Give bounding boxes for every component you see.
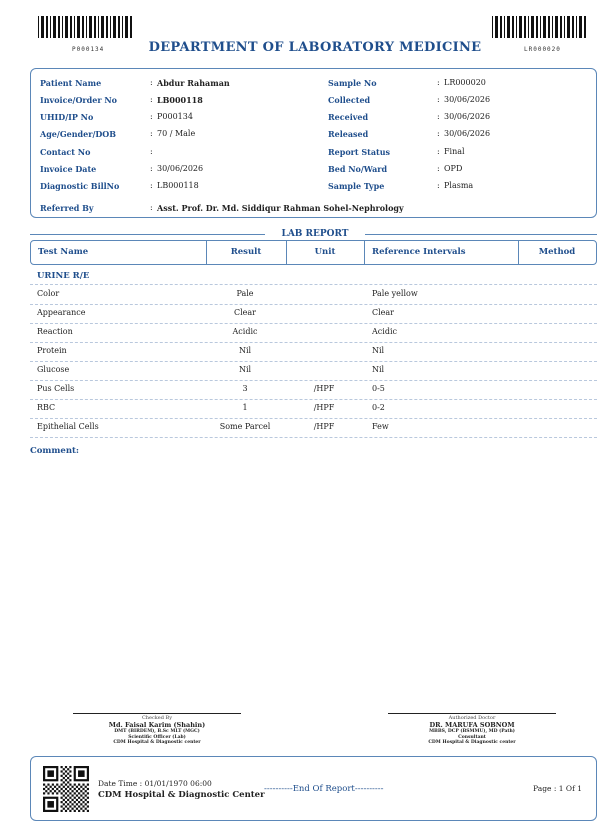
page-number: Page : 1 Of 1: [533, 784, 582, 793]
qr-module: [71, 790, 73, 792]
test-result: Pale: [236, 289, 254, 298]
qr-module: [63, 777, 65, 779]
test-reference: Acidic: [372, 327, 397, 336]
qr-module: [54, 790, 56, 792]
qr-module: [67, 768, 69, 770]
qr-module: [74, 797, 76, 799]
qr-module: [82, 792, 84, 794]
qr-module: [71, 794, 73, 796]
qr-module: [74, 784, 76, 786]
qr-module: [69, 810, 71, 812]
test-unit: /HPF: [313, 403, 335, 412]
qr-module: [63, 781, 65, 783]
qr-module: [65, 784, 67, 786]
qr-module: [69, 784, 71, 786]
invoice-date-colon: :: [150, 164, 153, 173]
checked-by-caption: Checked By: [141, 715, 173, 721]
qr-module: [65, 779, 67, 781]
qr-module: [54, 786, 56, 788]
patient-barcode-text: P000134: [72, 46, 105, 53]
uhid-colon: :: [150, 112, 153, 121]
qr-code-icon: [43, 766, 89, 812]
checked-by-block: [73, 715, 241, 746]
qr-module: [52, 792, 54, 794]
qr-module: [71, 799, 73, 801]
table-row: [30, 304, 597, 324]
qr-module: [78, 797, 80, 799]
contact-label: Contact No: [40, 147, 91, 157]
qr-module: [78, 801, 80, 803]
age-gender-colon: :: [150, 129, 153, 138]
table-row: [30, 323, 597, 343]
invoice-no-value: LB000118: [157, 95, 203, 105]
referred-by-colon: :: [150, 203, 153, 212]
patient-name-colon: :: [150, 78, 153, 87]
qr-module: [63, 799, 65, 801]
qr-module: [82, 810, 84, 812]
qr-module: [63, 786, 65, 788]
uhid-value: P000134: [157, 112, 193, 121]
qr-module: [52, 784, 54, 786]
qr-module: [76, 790, 78, 792]
qr-module: [65, 770, 67, 772]
doctor-signature-line: [388, 713, 556, 714]
qr-module: [80, 808, 82, 810]
qr-module: [63, 768, 65, 770]
qr-module: [87, 784, 89, 786]
qr-module: [76, 794, 78, 796]
sample-no-value: LR000020: [444, 78, 486, 87]
qr-module: [71, 803, 73, 805]
qr-module: [85, 786, 87, 788]
sample-no-label: Sample No: [328, 78, 377, 88]
qr-module: [82, 797, 84, 799]
test-result: Clear: [233, 308, 256, 317]
sample-barcode-text: LR000020: [524, 46, 561, 53]
qr-module: [69, 770, 71, 772]
qr-module: [67, 794, 69, 796]
qr-module: [43, 788, 45, 790]
test-name: Glucose: [37, 365, 70, 374]
test-name: RBC: [37, 403, 56, 412]
invoice-date-label: Invoice Date: [40, 164, 97, 174]
checked-by-designation: Scientific Officer (Lab): [128, 734, 186, 740]
table-row: [30, 361, 597, 381]
test-section-title: URINE R/E: [37, 271, 90, 281]
sample-type-colon: :: [437, 181, 440, 190]
doctor-caption: Authorized Doctor: [448, 715, 496, 721]
page-title: DEPARTMENT OF LABORATORY MEDICINE: [148, 40, 482, 55]
qr-module: [67, 808, 69, 810]
qr-module: [76, 803, 78, 805]
qr-module: [67, 790, 69, 792]
qr-module: [85, 790, 87, 792]
qr-module: [61, 797, 63, 799]
qr-module: [61, 766, 63, 768]
qr-module: [85, 799, 87, 801]
qr-module: [50, 790, 52, 792]
qr-module: [74, 805, 76, 807]
table-row: [30, 285, 597, 305]
footer-organization: CDM Hospital & Diagnostic Center: [98, 790, 265, 800]
qr-module: [87, 805, 89, 807]
test-name: Color: [37, 289, 60, 298]
barcode-gap: [132, 16, 134, 38]
col-divider: [364, 241, 365, 264]
qr-module: [65, 801, 67, 803]
qr-module: [69, 801, 71, 803]
patient-name-value: Abdur Rahaman: [157, 78, 230, 88]
bed-ward-label: Bed No/Ward: [328, 164, 388, 174]
bill-no-value: LB000118: [157, 181, 199, 190]
patient-name-label: Patient Name: [40, 78, 102, 88]
qr-module: [82, 788, 84, 790]
test-unit: /HPF: [313, 422, 335, 431]
qr-module: [63, 790, 65, 792]
report-status-value: Final: [444, 147, 465, 156]
qr-module: [61, 784, 63, 786]
doctor-name: DR. MARUFA SOBNOM: [429, 721, 515, 729]
test-unit: /HPF: [313, 384, 335, 393]
qr-module: [78, 792, 80, 794]
test-name: Epithelial Cells: [37, 422, 99, 431]
qr-module: [56, 792, 58, 794]
qr-module: [87, 797, 89, 799]
qr-module: [82, 784, 84, 786]
bed-ward-value: OPD: [444, 164, 463, 173]
qr-module: [61, 788, 63, 790]
barcode-gap: [586, 16, 588, 38]
report-footer: [30, 756, 597, 821]
qr-module: [80, 786, 82, 788]
qr-module: [61, 801, 63, 803]
qr-module: [87, 788, 89, 790]
end-of-report: ----------End Of Report----------: [264, 784, 384, 794]
qr-module: [85, 794, 87, 796]
qr-module: [71, 808, 73, 810]
qr-module: [65, 810, 67, 812]
test-result: 3: [242, 384, 248, 393]
qr-module: [43, 792, 45, 794]
test-reference: Few: [372, 422, 389, 431]
qr-module: [82, 801, 84, 803]
qr-module: [80, 794, 82, 796]
qr-module: [56, 784, 58, 786]
qr-module: [74, 788, 76, 790]
qr-module: [65, 797, 67, 799]
qr-module: [69, 797, 71, 799]
qr-module: [69, 775, 71, 777]
col-unit: Unit: [314, 247, 336, 257]
test-name: Appearance: [37, 308, 86, 317]
qr-module: [67, 777, 69, 779]
qr-module: [61, 792, 63, 794]
sample-type-value: Plasma: [444, 181, 474, 190]
test-reference: Pale yellow: [372, 289, 418, 298]
test-reference: Clear: [372, 308, 395, 317]
test-reference: 0-2: [372, 403, 385, 412]
sample-type-label: Sample Type: [328, 181, 385, 191]
section-divider: [30, 266, 597, 285]
test-result: 1: [242, 403, 248, 412]
table-row: [30, 380, 597, 400]
qr-module: [76, 786, 78, 788]
collected-value: 30/06/2026: [444, 95, 491, 104]
qr-module: [80, 790, 82, 792]
test-result: Nil: [238, 346, 252, 355]
qr-module: [67, 773, 69, 775]
table-row: [30, 418, 597, 438]
qr-module: [58, 786, 60, 788]
uhid-label: UHID/IP No: [40, 112, 94, 122]
qr-module: [87, 801, 89, 803]
qr-module: [58, 790, 60, 792]
qr-module: [74, 801, 76, 803]
qr-module: [47, 792, 49, 794]
qr-module: [63, 808, 65, 810]
qr-module: [67, 786, 69, 788]
qr-module: [65, 788, 67, 790]
qr-module: [69, 766, 71, 768]
qr-module: [71, 786, 73, 788]
qr-module: [47, 801, 54, 808]
bill-no-label: Diagnostic BillNo: [40, 181, 120, 191]
qr-module: [45, 786, 47, 788]
qr-module: [65, 805, 67, 807]
footer-date-time: Date Time : 01/01/1970 06:00: [98, 779, 212, 788]
qr-module: [45, 790, 47, 792]
qr-module: [80, 799, 82, 801]
age-gender-label: Age/Gender/DOB: [40, 129, 117, 139]
qr-module: [65, 766, 67, 768]
qr-module: [87, 792, 89, 794]
invoice-date-value: 30/06/2026: [157, 164, 204, 173]
received-label: Received: [328, 112, 369, 122]
qr-module: [85, 808, 87, 810]
referred-by-value: Asst. Prof. Dr. Md. Siddiqur Rahman Sohel-Nephrology: [157, 203, 404, 213]
patient-barcode: [38, 16, 134, 38]
lab-report-title: LAB REPORT: [281, 229, 349, 239]
test-reference: 0-5: [372, 384, 385, 393]
table-row: [30, 399, 597, 419]
qr-module: [69, 779, 71, 781]
doctor-qualification: MBBS, DCP (BSMMU), MD (Path): [429, 729, 515, 734]
doctor-designation: Consultant: [458, 734, 486, 740]
collected-colon: :: [437, 95, 440, 104]
test-result: Nil: [238, 365, 252, 374]
qr-module: [74, 792, 76, 794]
test-name: Reaction: [37, 327, 73, 336]
qr-module: [87, 810, 89, 812]
released-value: 30/06/2026: [444, 129, 491, 138]
test-reference: Nil: [372, 346, 385, 355]
test-result: Acidic: [232, 327, 258, 336]
test-name: Protein: [37, 346, 67, 355]
qr-module: [82, 805, 84, 807]
doctor-organization: CDM Hospital & Diagnostic center: [428, 740, 516, 745]
qr-module: [56, 788, 58, 790]
qr-module: [63, 773, 65, 775]
released-label: Released: [328, 129, 369, 139]
qr-module: [69, 805, 71, 807]
qr-module: [52, 788, 54, 790]
report-status-colon: :: [437, 147, 440, 156]
test-result: Some Parcel: [219, 422, 271, 431]
qr-module: [67, 799, 69, 801]
col-method: Method: [538, 247, 576, 257]
received-colon: :: [437, 112, 440, 121]
qr-module: [61, 770, 63, 772]
qr-module: [80, 803, 82, 805]
qr-module: [85, 803, 87, 805]
checked-by-name: Md. Faisal Karim (Shahin): [108, 721, 206, 729]
qr-module: [63, 794, 65, 796]
doctor-block: [388, 715, 556, 746]
age-gender-value: 70 / Male: [157, 129, 196, 138]
qr-module: [74, 810, 76, 812]
bed-ward-colon: :: [437, 164, 440, 173]
lab-report-rule-right: [365, 234, 597, 235]
qr-module: [47, 770, 54, 777]
bill-no-colon: :: [150, 181, 153, 190]
collected-label: Collected: [328, 95, 371, 105]
qr-module: [65, 792, 67, 794]
col-reference: Reference Intervals: [372, 247, 466, 257]
qr-module: [78, 770, 85, 777]
received-value: 30/06/2026: [444, 112, 491, 121]
checked-by-signature-line: [73, 713, 241, 714]
test-name: Pus Cells: [37, 384, 75, 393]
contact-colon: :: [150, 147, 153, 156]
checked-by-qualification: DMT (BIRDEM), B.Sc MLT (MGC): [114, 729, 200, 734]
referred-by-label: Referred By: [40, 203, 94, 213]
sample-no-colon: :: [437, 78, 440, 87]
checked-by-organization: CDM Hospital & Diagnostic center: [113, 740, 201, 745]
lab-report-rule-left: [30, 234, 265, 235]
qr-module: [78, 805, 80, 807]
invoice-no-colon: :: [150, 95, 153, 104]
qr-module: [76, 799, 78, 801]
qr-module: [61, 810, 63, 812]
qr-module: [78, 784, 80, 786]
qr-module: [67, 803, 69, 805]
col-result: Result: [230, 247, 262, 257]
col-test-name: Test Name: [38, 247, 89, 257]
qr-module: [78, 810, 80, 812]
patient-info-box: [30, 68, 597, 218]
qr-module: [61, 805, 63, 807]
qr-module: [47, 788, 49, 790]
sample-barcode: [492, 16, 588, 38]
qr-module: [43, 784, 45, 786]
results-table-header: [30, 240, 597, 265]
report-status-label: Report Status: [328, 147, 391, 157]
qr-module: [67, 781, 69, 783]
qr-module: [61, 779, 63, 781]
qr-module: [61, 775, 63, 777]
released-colon: :: [437, 129, 440, 138]
comment-label: Comment:: [30, 446, 80, 456]
qr-module: [78, 788, 80, 790]
qr-module: [76, 808, 78, 810]
table-row: [30, 342, 597, 362]
qr-module: [69, 792, 71, 794]
qr-module: [47, 784, 49, 786]
invoice-no-label: Invoice/Order No: [40, 95, 117, 105]
qr-module: [69, 788, 71, 790]
qr-module: [65, 775, 67, 777]
test-reference: Nil: [372, 365, 385, 374]
qr-module: [50, 786, 52, 788]
qr-module: [63, 803, 65, 805]
